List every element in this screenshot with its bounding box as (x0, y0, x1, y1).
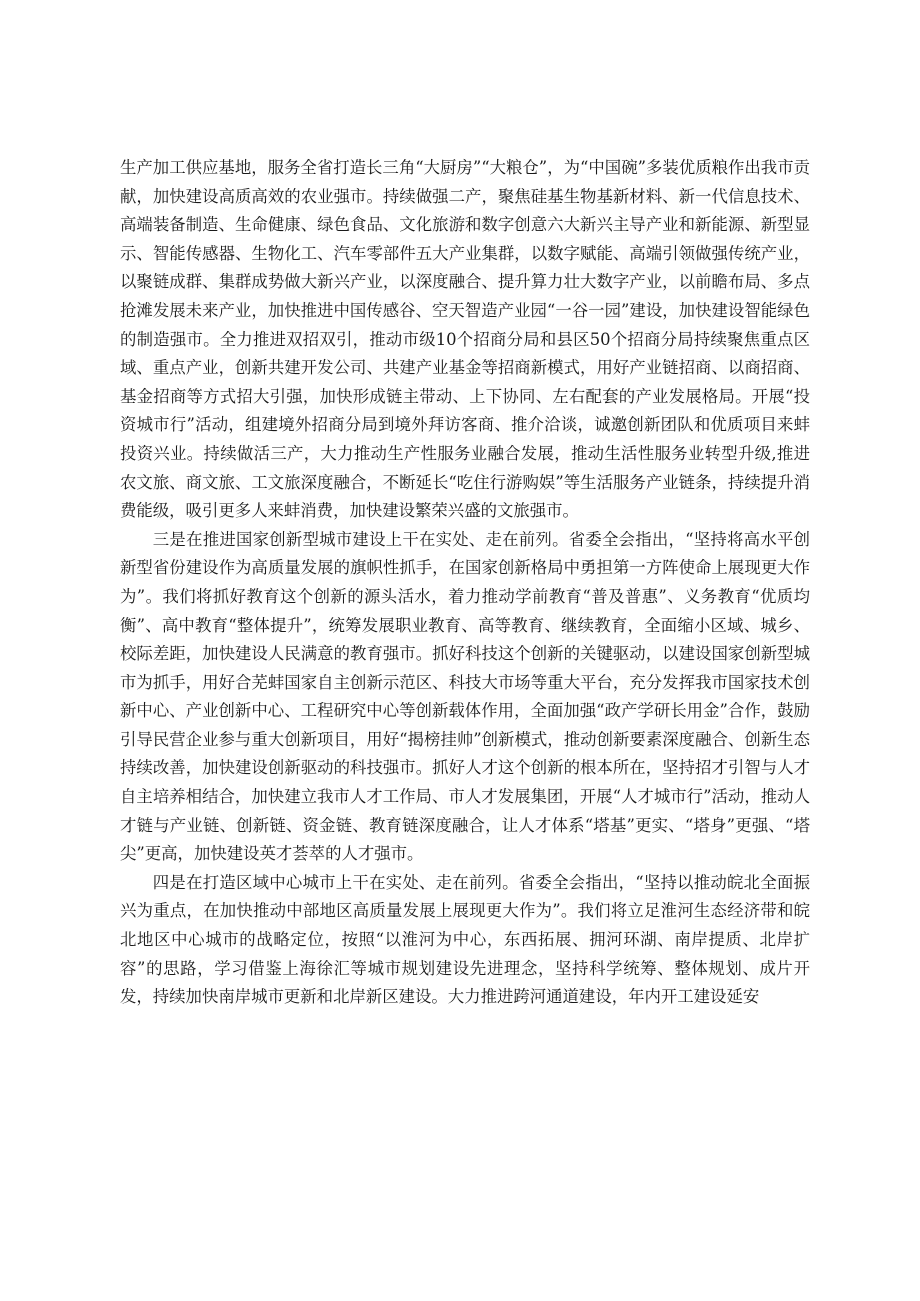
document-body (120, 154, 810, 1012)
paragraph-regional-center: 四是在打造区域中心城市上干在实处、走在前列。省委全会指出，“坚持以推动皖北全面振兴为重点，在加快推动中部地区高质量发展上展现更大作为”。我们将立足淮河生态经济带和皖北地区中心城市的战略定位，按照“以淮河为中心，东西拓展、拥河环湖、南岸提质、北岸扩容”的思路，学习借鉴上海徐汇等城市规划建设先进理念，坚持科学统筹、整体规划、成片开发，持续加快南岸城市更新和北岸新区建设。大力推进跨河通道建设，年内开工建设延安 (120, 872, 810, 1007)
paragraph-industry: 生产加工供应基地，服务全省打造长三角“大厨房”“大粮仓”，为“中国碗”多装优质粮作出我市贡献，加快建设高质高效的农业强市。持续做强二产，聚焦硅基生物基新材料、新一代信息技术、高端装备制造、生命健康、绿色食品、文化旅游和数字创意六大新兴主导产业和新能源、新型显示、智能传感器、生物化工、汽车零部件五大产业集群，以数字赋能、高端引领做强传统产业，以聚链成群、集群成势做大新兴产业，以深度融合、提升算力壮大数字产业，以前瞻布局、多点抢滩发展未来产业，加快推进中国传感谷、空天智造产业园“一谷一园”建设，加快建设智能绿色的制造强市。全力推进双招双引，推动市级10个招商分局和县区50个招商分局持续聚焦重点区域、重点产业，创新共建开发公司、共建产业基金等招商新模式，用好产业链招商、以商招商、基金招商等方式招大引强，加快形成链主带动、上下协同、左右配套的产业发展格局。开展“投资城市行”活动，组建境外招商分局到境外拜访客商、推介洽谈，诚邀创新团队和优质项目来蚌投资兴业。持续做活三产，大力推动生产性服务业融合发展，推动生活性服务业转型升级,推进农文旅、商文旅、工文旅深度融合，不断延长“吃住行游购娱”等生活服务产业链条，持续提升消费能级，吸引更多人来蚌消费，加快建设繁荣兴盛的文旅强市。 (120, 158, 810, 521)
paragraph-innovation-city: 三是在推进国家创新型城市建设上干在实处、走在前列。省委全会指出，“坚持将高水平创新型省份建设作为高质量发展的旗帜性抓手，在国家创新格局中勇担第一方阵使命上展现更大作为”。我们将抓好教育这个创新的源头活水，着力推动学前教育“普及普惠”、义务教育“优质均衡”、高中教育“整体提升”，统筹发展职业教育、高等教育、继续教育，全面缩小区域、城乡、校际差距，加快建设人民满意的教育强市。抓好科技这个创新的关键驱动，以建设国家创新型城市为抓手，用好合芜蚌国家自主创新示范区、科技大市场等重大平台，充分发挥我市国家技术创新中心、产业创新中心、工程研究中心等创新载体作用，全面加强“政产学研长用金”合作，鼓励引导民营企业参与重大创新项目，用好“揭榜挂帅”创新模式，推动创新要素深度融合、创新生态持续改善，加快建设创新驱动的科技强市。抓好人才这个创新的根本所在，坚持招才引智与人才自主培养相结合，加快建立我市人才工作局、市人才发展集团，开展“人才城市行”活动，推动人才链与产业链、创新链、资金链、教育链深度融合，让人才体系“塔基”更实、“塔身”更强、“塔尖”更高，加快建设英才荟萃的人才强市。 (120, 529, 810, 864)
